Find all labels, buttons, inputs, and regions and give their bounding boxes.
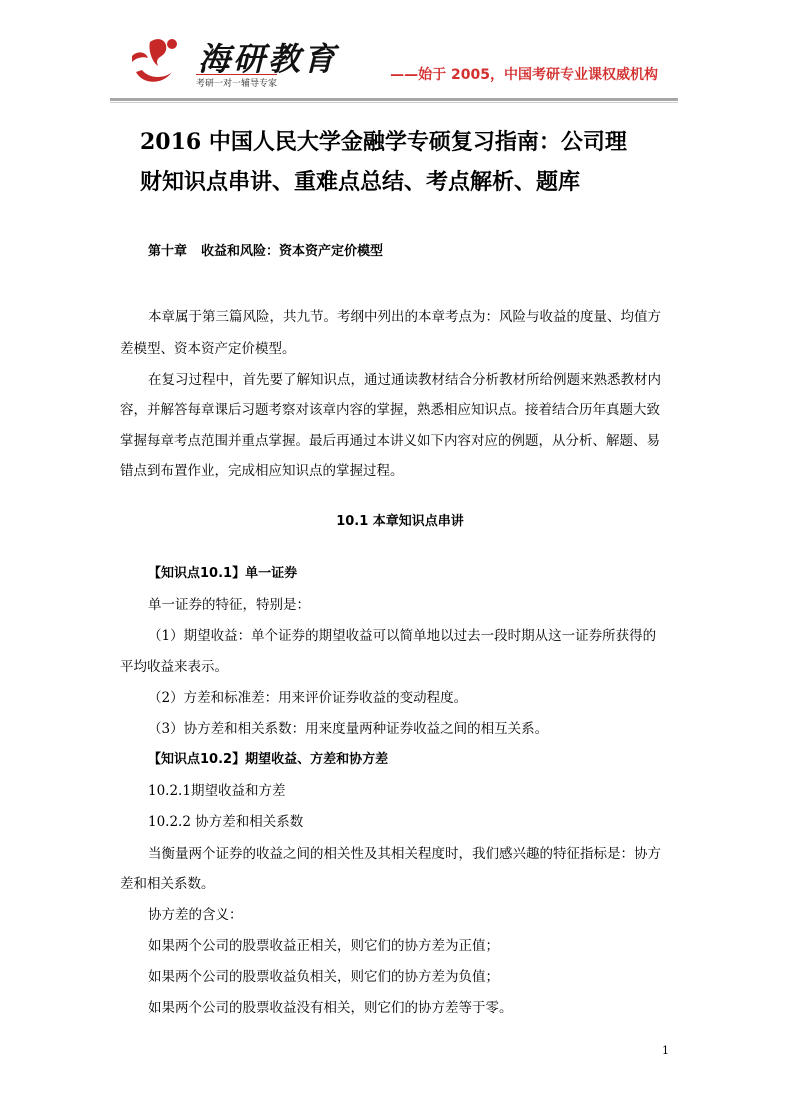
kp-line: 10.2.1期望收益和方差 <box>148 783 286 799</box>
kp-line: （1）期望收益：单个证券的期望收益可以简单地以过去一段时期从这一证券所获得的 <box>148 628 657 644</box>
chapter-name: 收益和风险：资本资产定价模型 <box>201 244 384 259</box>
intro-line: 在复习过程中，首先要了解知识点，通过通读教材结合分析教材所给例题来熟悉教材内 <box>148 372 661 388</box>
knowledge-point-heading: 【知识点10.2】期望收益、方差和协方差 <box>148 752 389 767</box>
title-line-2: 财知识点串讲、重难点总结、考点解析、题库 <box>140 169 581 195</box>
intro-line: 差模型、资本资产定价模型。 <box>120 341 296 357</box>
kp-line: 单一证券的特征，特别是： <box>148 597 310 613</box>
logo-mark-icon <box>128 32 188 90</box>
chapter-heading <box>148 240 383 259</box>
header-slogan: ——始于 2005，中国考研专业课权威机构 <box>390 67 658 83</box>
logo-tagline: 考研一对一辅导专家 <box>196 74 277 89</box>
kp-line: 如果两个公司的股票收益没有相关，则它们的协方差等于零。 <box>148 1000 513 1016</box>
intro-line: 容，并解答每章课后习题考察对该章内容的掌握，熟悉相应知识点。接着结合历年真题大致 <box>120 402 660 418</box>
kp-line: 差和相关系数。 <box>120 876 215 892</box>
intro-line: 错点到布置作业，完成相应知识点的掌握过程。 <box>120 463 404 479</box>
kp-line: 平均收益来表示。 <box>120 659 228 675</box>
kp-line: （3）协方差和相关系数：用来度量两种证券收益之间的相互关系。 <box>148 721 549 737</box>
kp-line: 10.2.2 协方差和相关系数 <box>148 814 304 830</box>
section-heading: 10.1 本章知识点串讲 <box>336 514 464 529</box>
header-divider-thin <box>110 102 678 103</box>
company-logo <box>128 32 339 90</box>
intro-line: 本章属于第三篇风险，共九节。考纲中列出的本章考点为：风险与收益的度量、均值方 <box>148 309 661 325</box>
document-title <box>140 122 680 202</box>
kp-line: 当衡量两个证券的收益之间的相关性及其相关程度时，我们感兴趣的特征指标是：协方 <box>148 846 661 862</box>
page-number: 1 <box>662 1044 669 1057</box>
intro-line: 掌握每章考点范围并重点掌握。最后再通过本讲义如下内容对应的例题，从分析、解题、易 <box>120 433 660 449</box>
chapter-label: 第十章 <box>148 244 188 259</box>
kp-line: 如果两个公司的股票收益正相关，则它们的协方差为正值； <box>148 938 499 954</box>
kp-line: 如果两个公司的股票收益负相关，则它们的协方差为负值； <box>148 969 499 985</box>
logo-wordmark: 海研教育 <box>198 40 339 78</box>
page-header <box>110 30 680 98</box>
header-divider <box>110 98 678 101</box>
knowledge-point-heading: 【知识点10.1】单一证券 <box>148 566 298 581</box>
title-line-1: 2016 中国人民大学金融学专硕复习指南：公司理 <box>140 129 627 155</box>
kp-line: 协方差的含义： <box>148 907 243 923</box>
kp-line: （2）方差和标准差：用来评价证券收益的变动程度。 <box>148 690 468 706</box>
